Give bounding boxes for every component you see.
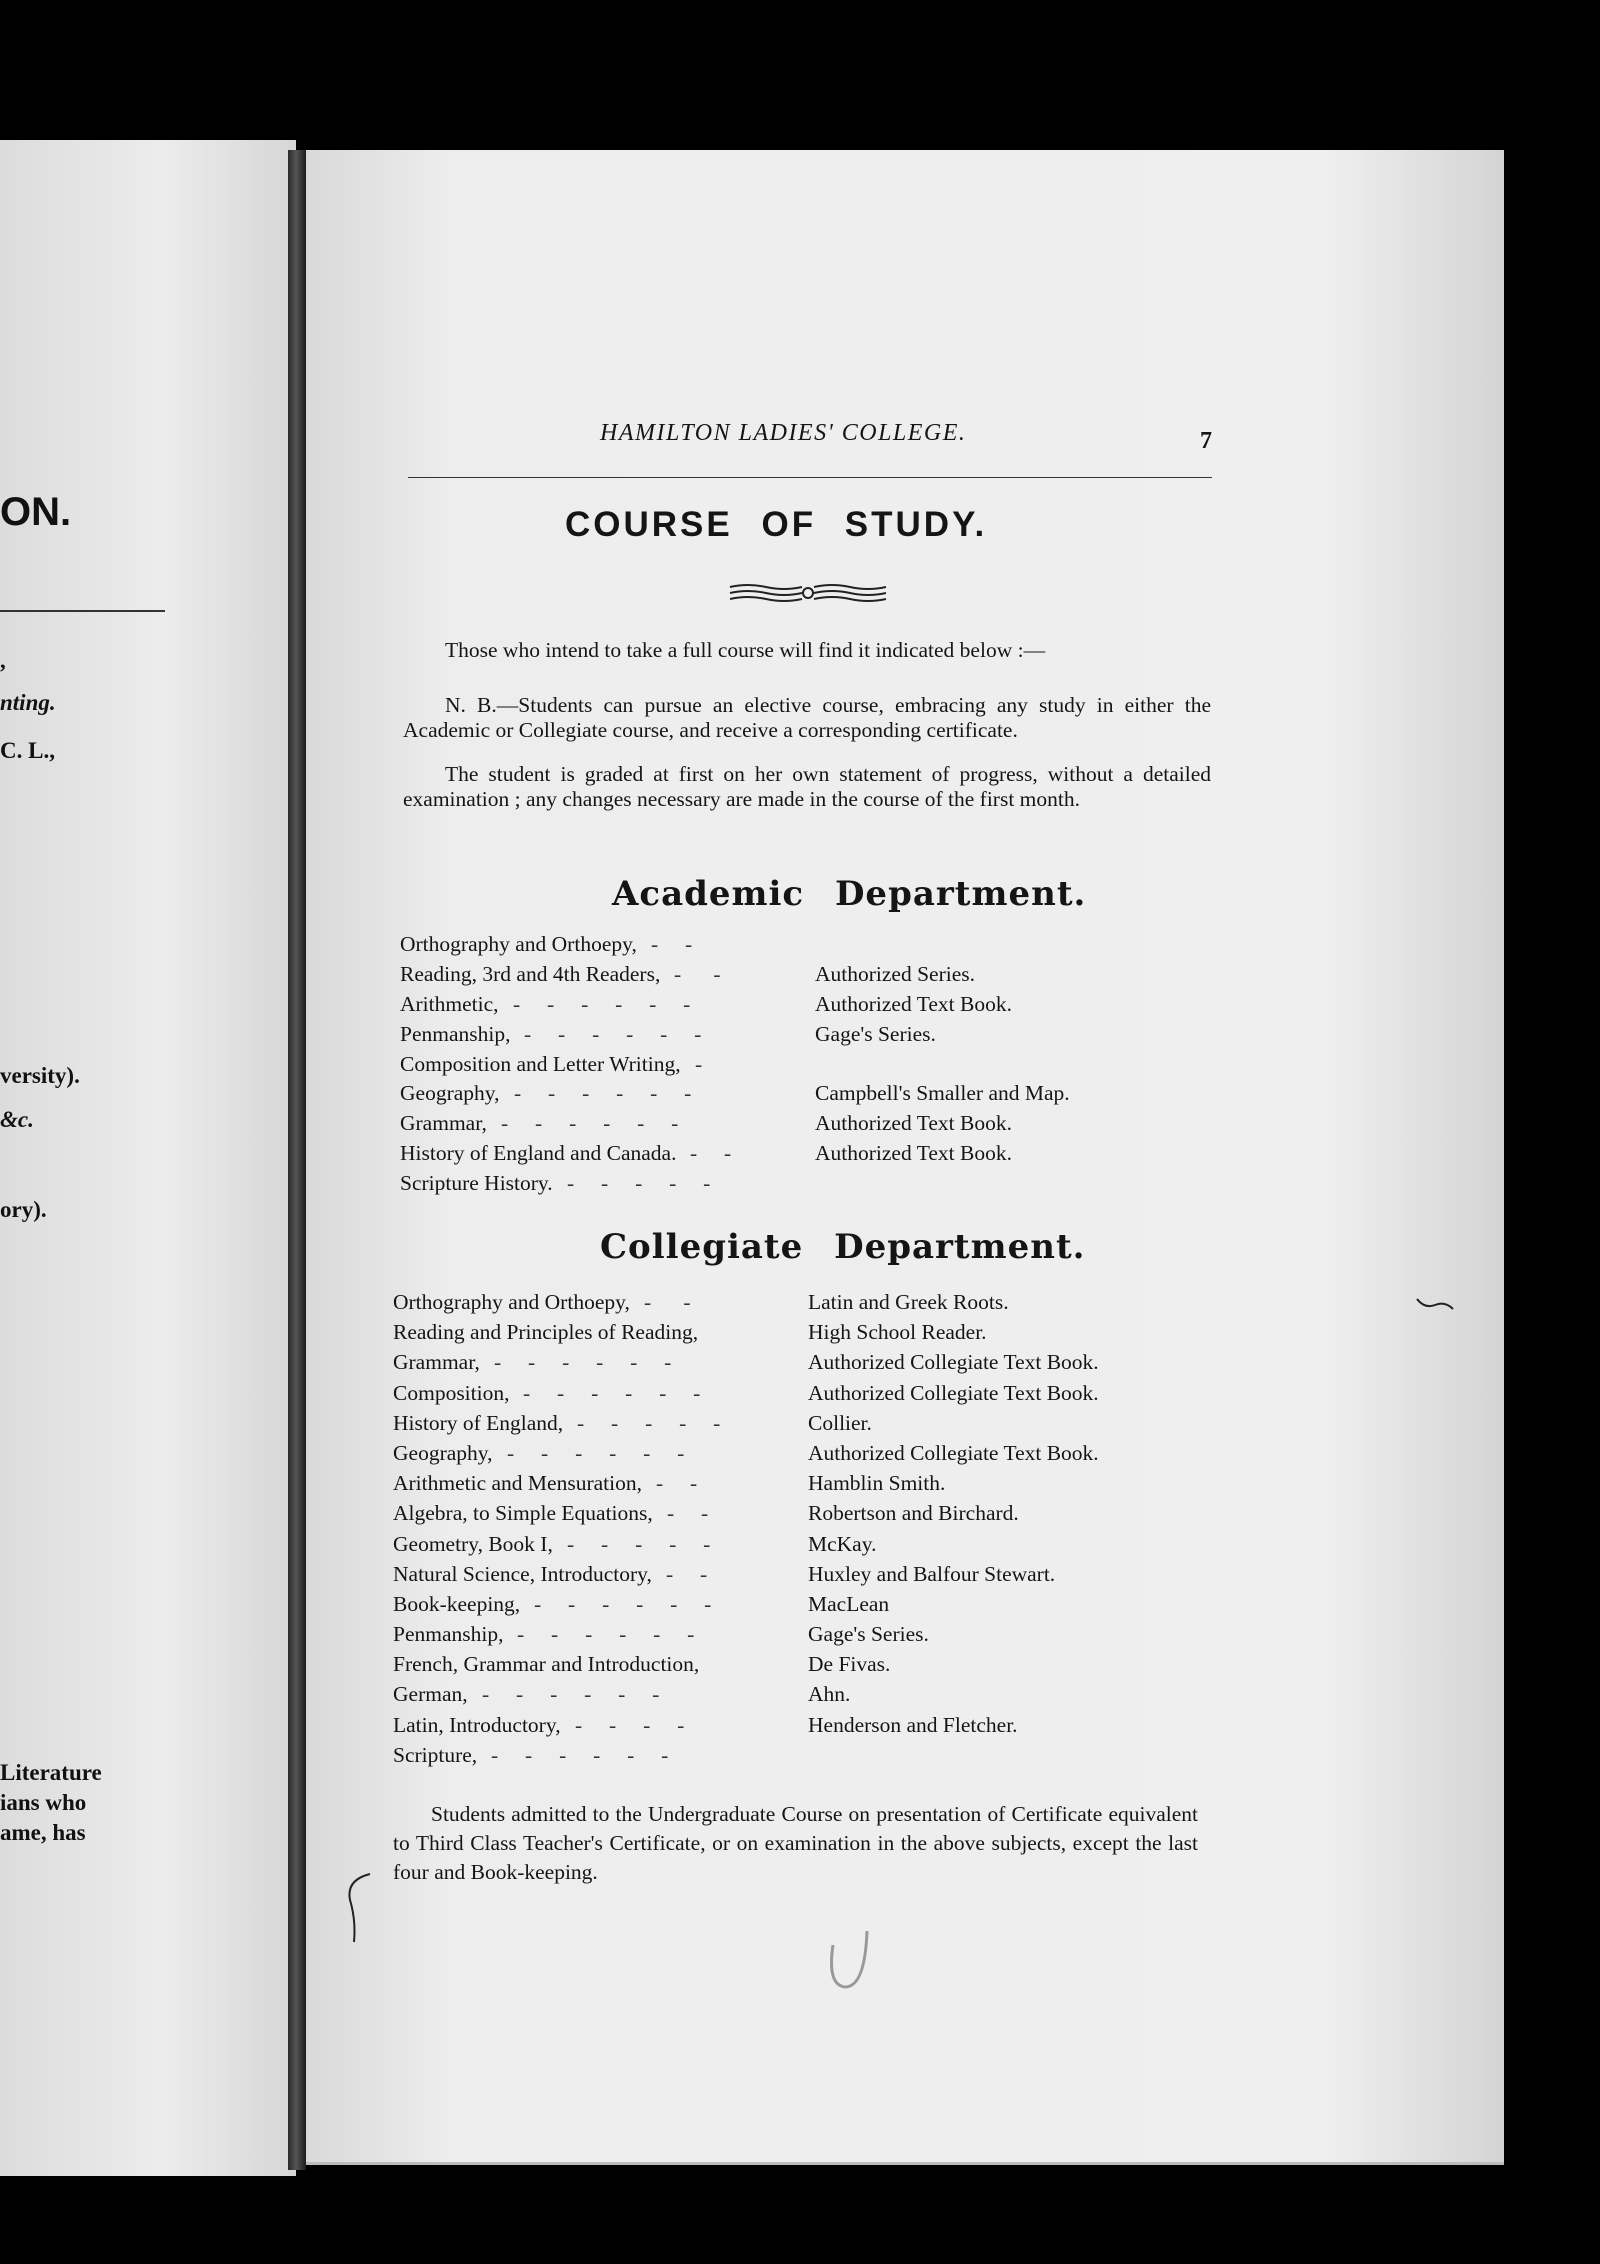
leader-dashes: - - - - - - — [524, 1021, 702, 1046]
course-row — [393, 1290, 1213, 1320]
course-row — [393, 1501, 1213, 1531]
previous-page-rule — [0, 610, 165, 612]
course-row — [393, 1350, 1213, 1380]
leader-dashes: - - - - - - — [491, 1742, 669, 1767]
course-row — [400, 1052, 1220, 1082]
textbook-name: Robertson and Birchard. — [808, 1501, 1019, 1526]
header-rule — [408, 477, 1212, 478]
subject-name: German, — [393, 1682, 468, 1707]
book-gutter — [288, 150, 306, 2170]
subject-name: Reading, 3rd and 4th Readers, — [400, 961, 661, 986]
subject-name: Composition and Letter Writing, — [400, 1051, 681, 1076]
leader-dashes: - - - - - — [577, 1410, 721, 1435]
leader-dashes: - - — [666, 1561, 708, 1586]
course-row — [400, 1171, 1220, 1201]
course-row — [393, 1441, 1213, 1471]
previous-page-line: ame, has — [0, 1820, 86, 1845]
academic-department-heading: Academic Department. — [612, 874, 1087, 914]
subject-name: Reading and Principles of Reading, — [393, 1320, 699, 1345]
leader-dashes: - - - - - - — [523, 1380, 701, 1405]
subject-name: Penmanship, — [393, 1622, 504, 1647]
course-row — [393, 1713, 1213, 1743]
stray-mark-icon — [1415, 1295, 1455, 1319]
course-row — [393, 1682, 1213, 1712]
subject-name: Geometry, Book I, — [393, 1531, 553, 1556]
subject-name: History of England and Canada. — [400, 1141, 677, 1166]
previous-page-fragment — [0, 140, 296, 2176]
subject-name: Geography, — [393, 1440, 493, 1465]
subject-name: Scripture History. — [400, 1171, 553, 1196]
previous-page-line: ory). — [0, 1197, 47, 1222]
subject-name: French, Grammar and Introduction, — [393, 1652, 700, 1677]
subject-name: Grammar, — [393, 1350, 480, 1375]
course-row — [393, 1562, 1213, 1592]
course-row — [393, 1652, 1213, 1682]
subject-name: Latin, Introductory, — [393, 1712, 561, 1737]
leader-dashes: - - - - - — [567, 1531, 711, 1556]
leader-dashes: - - - - — [575, 1712, 685, 1737]
leader-dashes: - - - - - - — [534, 1591, 712, 1616]
page-number: 7 — [1200, 428, 1212, 454]
previous-page-line: Literature — [0, 1760, 102, 1785]
textbook-name: Campbell's Smaller and Map. — [815, 1081, 1070, 1106]
grading-paragraph: The student is graded at first on her own statement of progress, without a detailed examination ; any changes necessary are made in the course of the first month. — [403, 762, 1211, 811]
textbook-name: Authorized Text Book. — [815, 991, 1012, 1016]
subject-name: Algebra, to Simple Equations, — [393, 1501, 653, 1526]
textbook-name: Huxley and Balfour Stewart. — [808, 1561, 1056, 1586]
leader-dashes: - - - - - - — [507, 1440, 685, 1465]
subject-name: Penmanship, — [400, 1021, 511, 1046]
subject-name: Grammar, — [400, 1111, 487, 1136]
course-row — [393, 1532, 1213, 1562]
textbook-name: McKay. — [808, 1531, 877, 1556]
course-row — [400, 1111, 1220, 1141]
subject-name: Book-keeping, — [393, 1591, 521, 1616]
leader-dashes: - — [695, 1051, 703, 1076]
leader-dashes: - - - - - - — [494, 1350, 672, 1375]
academic-course-list — [400, 932, 1220, 1201]
course-row — [393, 1381, 1213, 1411]
pen-mark-icon — [340, 1870, 380, 1950]
intro-paragraph: Those who intend to take a full course will find it indicated below :— — [445, 638, 1046, 662]
course-row — [393, 1622, 1213, 1652]
subject-name: History of England, — [393, 1410, 564, 1435]
subject-name: Natural Science, Introductory, — [393, 1561, 652, 1586]
subject-name: Orthography and Orthoepy, — [393, 1290, 630, 1314]
subject-name: Orthography and Orthoepy, — [400, 932, 637, 956]
course-row — [393, 1743, 1213, 1773]
nb-paragraph: N. B.—Students can pursue an elective course, embracing any study in either the Academic or Collegiate course, and receive a corresponding certificate. — [403, 693, 1211, 742]
pencil-mark-icon — [825, 1925, 875, 2005]
subject-name: Composition, — [393, 1380, 510, 1405]
previous-page-line: ians who — [0, 1790, 87, 1815]
leader-dashes: - - - - - - — [513, 991, 691, 1016]
textbook-name: De Fivas. — [808, 1652, 891, 1677]
leader-dashes: - - - - - — [567, 1171, 711, 1196]
subject-name: Geography, — [400, 1081, 500, 1106]
subject-name: Arithmetic and Mensuration, — [393, 1471, 642, 1496]
textbook-name: Authorized Series. — [815, 961, 976, 986]
running-title: HAMILTON LADIES' COLLEGE. — [600, 420, 967, 446]
leader-dashes: - - - - - - — [517, 1622, 695, 1647]
leader-dashes: - - - - - - — [514, 1081, 692, 1106]
collegiate-department-heading: Collegiate Department. — [600, 1227, 1086, 1267]
course-row — [393, 1592, 1213, 1622]
previous-page-line: C. L., — [0, 738, 55, 763]
textbook-name: Gage's Series. — [815, 1021, 936, 1046]
textbook-name: Authorized Text Book. — [815, 1141, 1012, 1166]
leader-dashes: - - — [644, 1290, 691, 1314]
leader-dashes: - - - - - - — [482, 1682, 660, 1707]
admission-paragraph: Students admitted to the Undergraduate Course on presentation of Certificate equivalent to Third Class Teacher's Certificate, or on examination in the above subjects, except the last four and Book-keeping. — [393, 1802, 1198, 1884]
course-row — [400, 1081, 1220, 1111]
textbook-name: Authorized Collegiate Text Book. — [808, 1440, 1099, 1465]
course-row — [400, 1022, 1220, 1052]
previous-page-line: nting. — [0, 690, 56, 715]
leader-dashes: - - — [674, 961, 721, 986]
textbook-name: High School Reader. — [808, 1320, 987, 1345]
course-row — [400, 962, 1220, 992]
course-row — [400, 1141, 1220, 1171]
leader-dashes: - - — [667, 1501, 709, 1526]
previous-page-line: &c. — [0, 1107, 34, 1132]
leader-dashes: - - - - - - — [501, 1111, 679, 1136]
leader-dashes: - - — [656, 1471, 698, 1496]
course-row — [400, 932, 1220, 962]
textbook-name: Authorized Text Book. — [815, 1111, 1012, 1136]
textbook-name: Hamblin Smith. — [808, 1471, 946, 1496]
course-row — [393, 1320, 1213, 1350]
textbook-name: Authorized Collegiate Text Book. — [808, 1350, 1099, 1375]
previous-page-heading: ON. — [0, 490, 72, 534]
leader-dashes: - - — [651, 932, 693, 956]
page-title: COURSE OF STUDY. — [565, 505, 988, 544]
course-row — [393, 1471, 1213, 1501]
collegiate-course-list — [393, 1290, 1213, 1773]
textbook-name: MacLean — [808, 1591, 890, 1616]
previous-page-line: versity). — [0, 1063, 80, 1088]
course-row — [400, 992, 1220, 1022]
subject-name: Arithmetic, — [400, 991, 499, 1016]
leader-dashes: - - — [690, 1141, 732, 1166]
textbook-name: Authorized Collegiate Text Book. — [808, 1380, 1099, 1405]
textbook-name: Collier. — [808, 1410, 872, 1435]
textbook-name: Henderson and Fletcher. — [808, 1712, 1018, 1737]
textbook-name: Ahn. — [808, 1682, 851, 1707]
textbook-name: Latin and Greek Roots. — [808, 1290, 1009, 1314]
subject-name: Scripture, — [393, 1742, 478, 1767]
ornament-divider-icon — [728, 578, 888, 608]
course-row — [393, 1411, 1213, 1441]
textbook-name: Gage's Series. — [808, 1622, 929, 1647]
previous-page-line: , — [0, 648, 6, 673]
